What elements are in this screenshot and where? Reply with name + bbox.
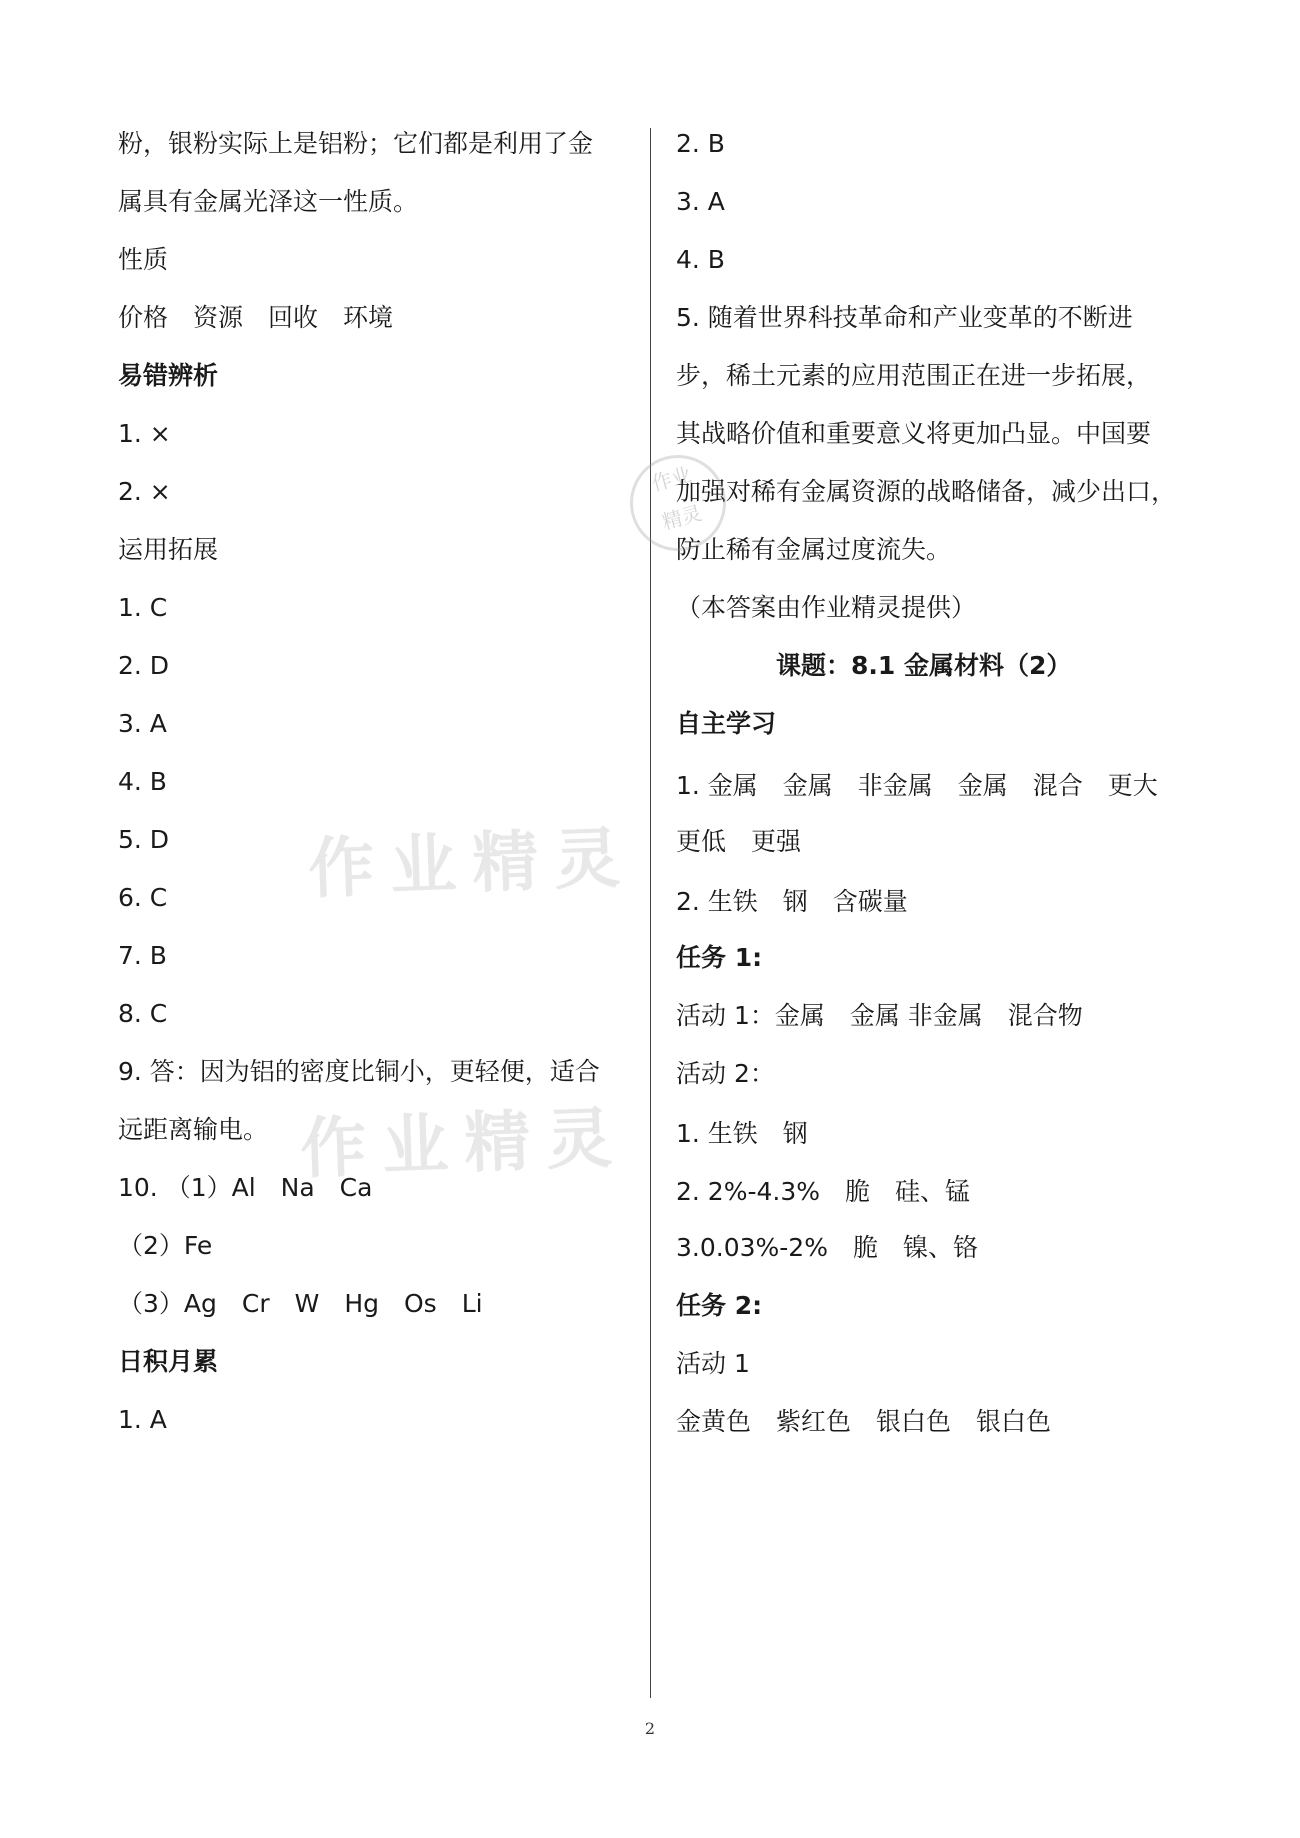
answer-line: 1. 生铁 钢 (676, 1119, 808, 1148)
seal-text-top: 作业 (649, 462, 694, 496)
text-line: 性质 (118, 245, 169, 274)
watermark-text: 作业精灵 (298, 1099, 630, 1188)
answer-line: 3. A (118, 709, 167, 738)
section-heading: 任务 1: (676, 943, 763, 972)
answer-line: 1. × (118, 419, 171, 448)
text-line: 粉，银粉实际上是铝粉；它们都是利用了金 (118, 129, 594, 158)
answer-line: 2. D (118, 651, 170, 680)
answer-line: 8. C (118, 999, 168, 1028)
text-line: 其战略价值和重要意义将更加凸显。中国要 (676, 419, 1152, 448)
answer-line: 2. B (676, 129, 725, 158)
page-number: 2 (644, 1719, 656, 1738)
text-line: 加强对稀有金属资源的战略储备，减少出口， (676, 477, 1177, 506)
seal-text-bottom: 精灵 (659, 500, 705, 535)
answer-line: 3. A (676, 187, 725, 216)
lesson-title: 课题：8.1 金属材料（2） (776, 651, 1072, 680)
answer-line: 3.0.03%-2% 脆 镍、铬 (676, 1233, 978, 1262)
answer-line: 活动 1：金属 金属 非金属 混合物 (676, 1001, 1083, 1030)
column-divider (650, 128, 651, 1698)
answer-line: （2）Fe (118, 1231, 213, 1260)
answer-line: 5. 随着世界科技革命和产业变革的不断进 (676, 303, 1133, 332)
section-heading: 日积月累 (118, 1347, 219, 1376)
answer-line: 7. B (118, 941, 167, 970)
answer-line: 1. 金属 金属 非金属 金属 混合 更大 (676, 771, 1158, 800)
answer-line: 2. × (118, 477, 171, 506)
text-line: 更低 更强 (676, 827, 802, 856)
answer-line: 9. 答：因为铝的密度比铜小，更轻便，适合 (118, 1057, 600, 1086)
answer-line: 4. B (676, 245, 725, 274)
text-line: 步，稀土元素的应用范围正在进一步拓展， (676, 361, 1152, 390)
answer-line: 2. 生铁 钢 含碳量 (676, 887, 908, 916)
answer-line: 1. A (118, 1405, 167, 1434)
text-line: 活动 1 (676, 1349, 750, 1378)
text-line: 运用拓展 (118, 535, 219, 564)
source-note: （本答案由作业精灵提供） (676, 593, 977, 622)
text-line: 价格 资源 回收 环境 (118, 303, 394, 332)
text-line: 属具有金属光泽这一性质。 (118, 187, 419, 216)
text-line: 活动 2： (676, 1059, 775, 1088)
answer-line: 远距离输电。 (118, 1115, 269, 1144)
section-heading: 易错辨析 (118, 361, 219, 390)
watermark-text: 作业精灵 (306, 819, 638, 908)
answer-line: 1. C (118, 593, 168, 622)
section-heading: 自主学习 (676, 709, 777, 738)
answer-line: 6. C (118, 883, 168, 912)
answer-line: 10. （1）Al Na Ca (118, 1173, 373, 1202)
section-heading: 任务 2: (676, 1291, 763, 1320)
answer-line: （3）Ag Cr W Hg Os Li (118, 1289, 483, 1318)
answer-line: 5. D (118, 825, 170, 854)
answer-line: 4. B (118, 767, 167, 796)
text-line: 防止稀有金属过度流失。 (676, 535, 952, 564)
answer-line: 金黄色 紫红色 银白色 银白色 (676, 1407, 1052, 1436)
answer-line: 2. 2%-4.3% 脆 硅、锰 (676, 1177, 970, 1206)
